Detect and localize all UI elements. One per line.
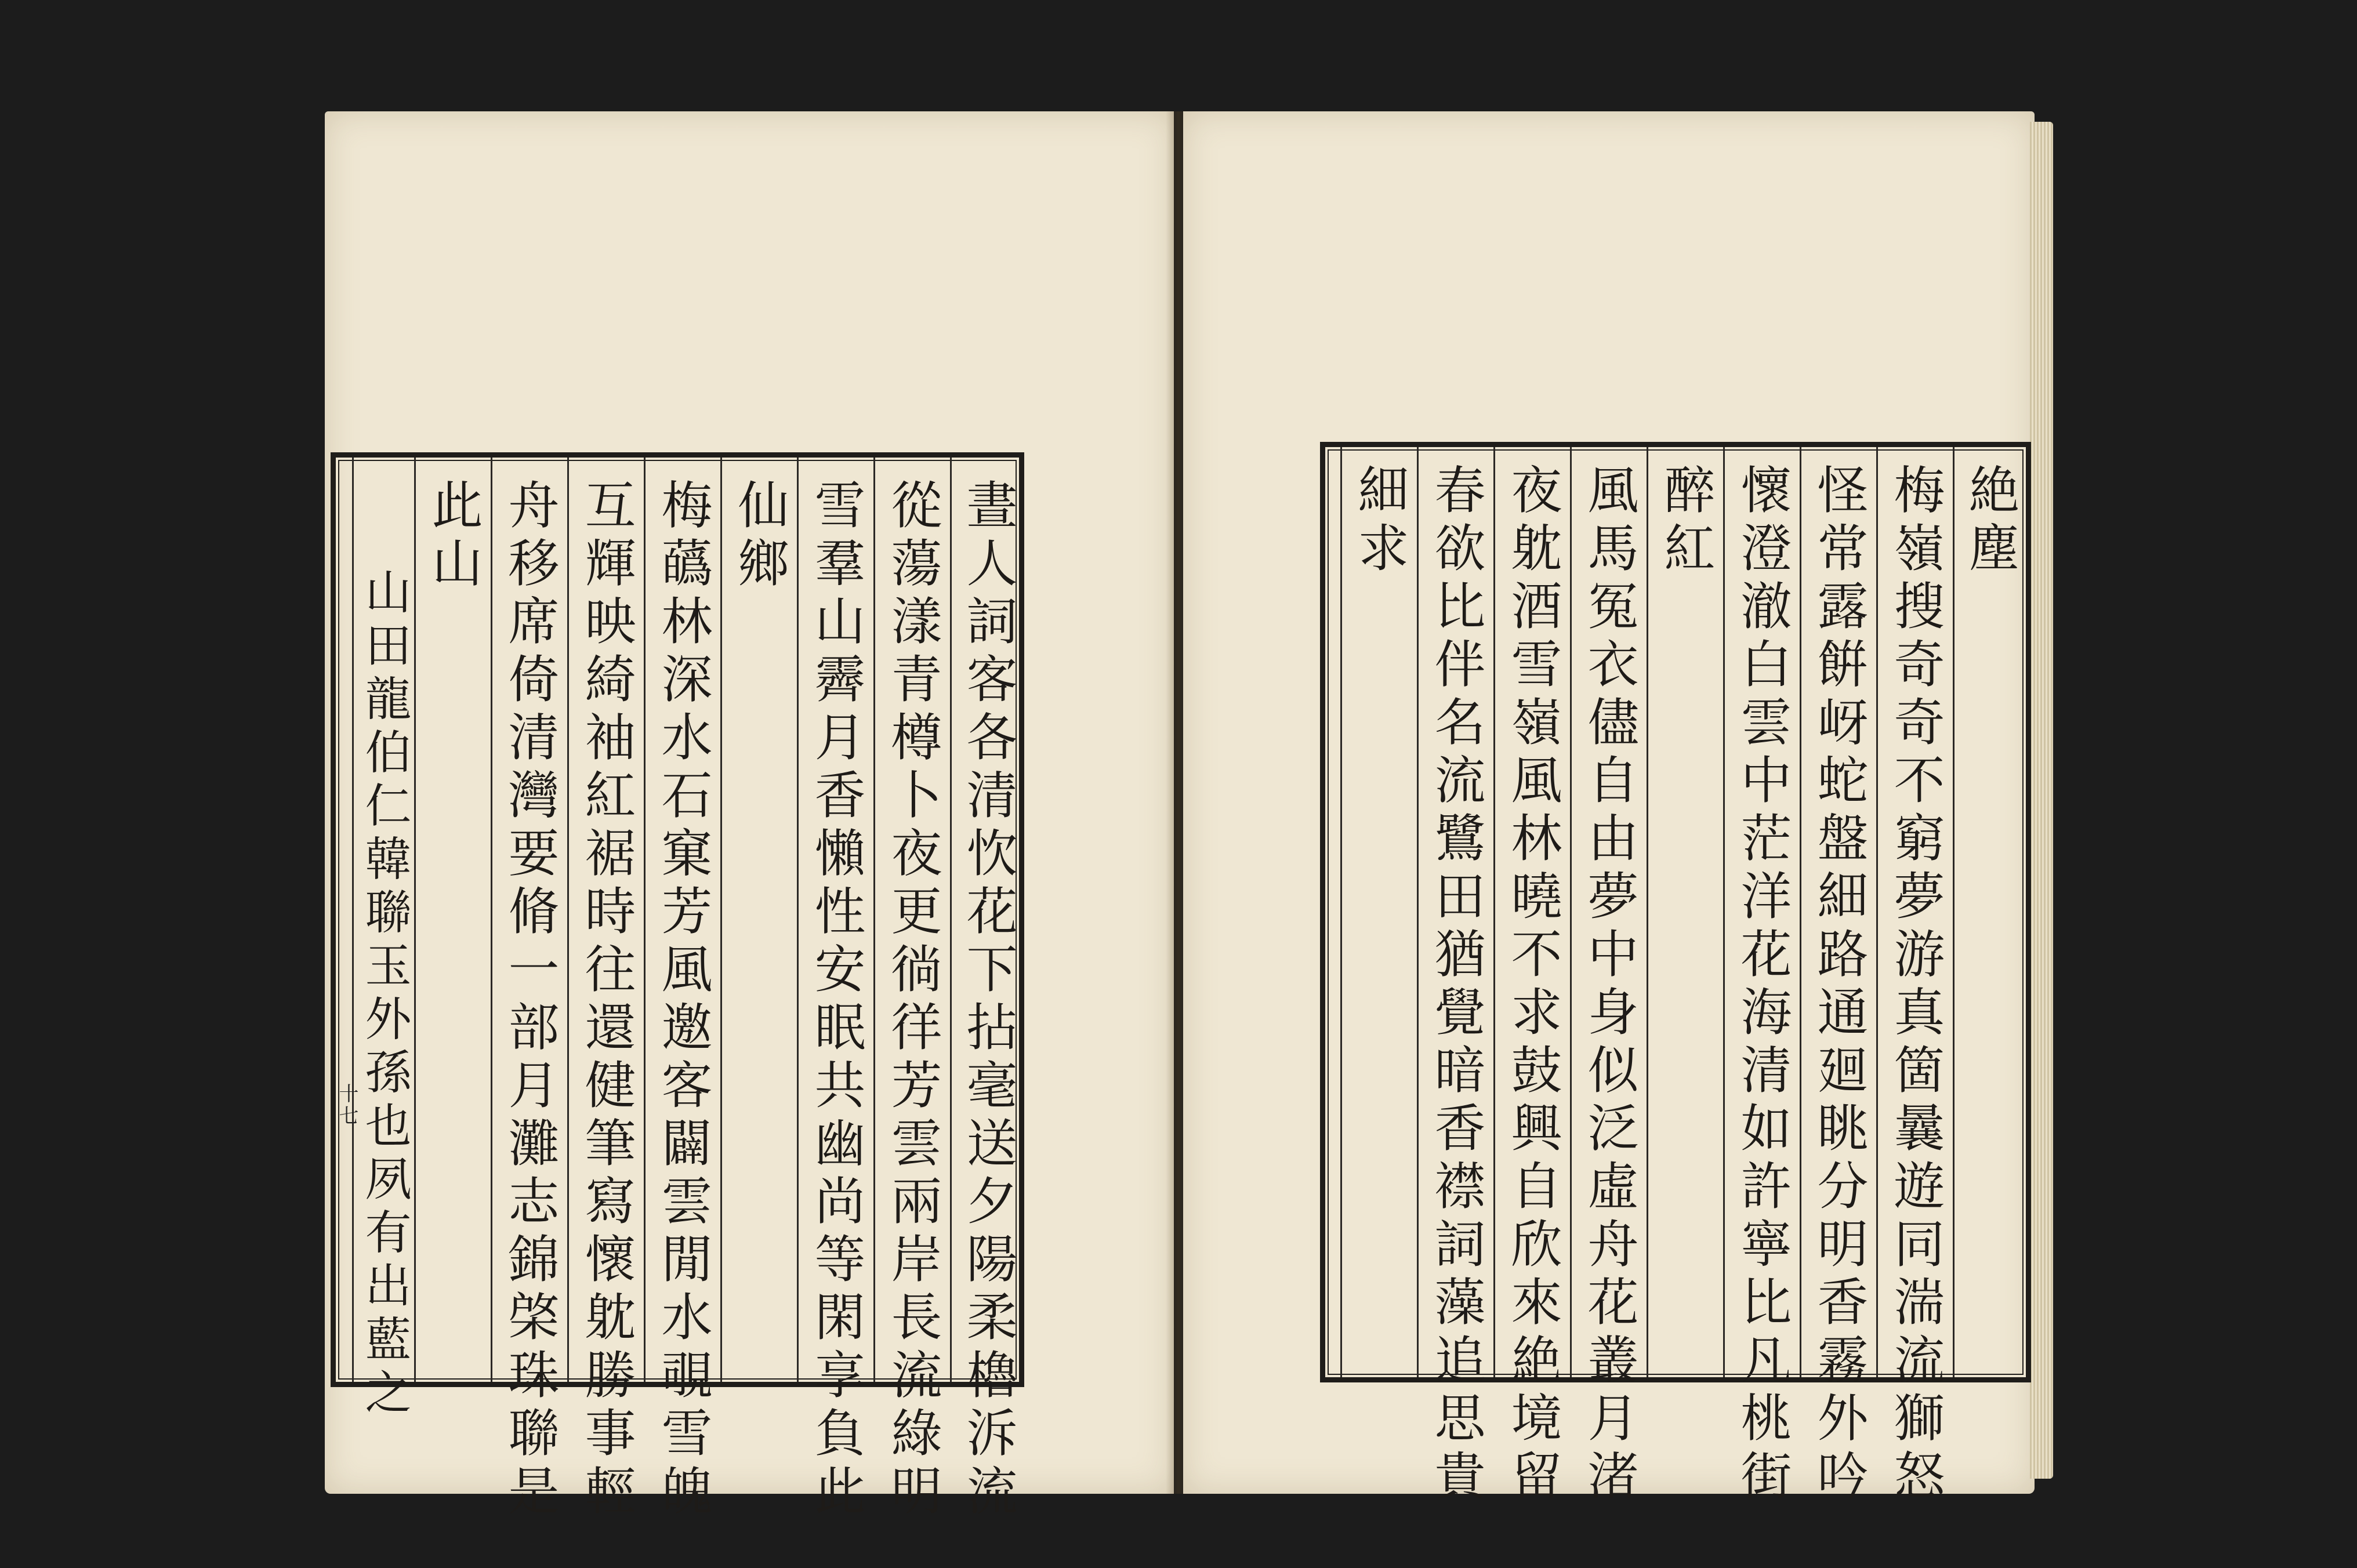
- page-edges: [2030, 122, 2053, 1479]
- column-text: 怪常露餠岈蛇盤細路通廻眺分明香霧外吟: [1809, 463, 1869, 1507]
- column-text: 山田龍伯仁韓聯玉外孫也夙有出藍之: [357, 568, 411, 1421]
- column-text: 細求: [1350, 463, 1410, 579]
- right-column-4: [1723, 447, 1800, 1507]
- left-column-6: [567, 458, 644, 1522]
- left-column-2: [873, 458, 950, 1522]
- column-text: 從蕩漾青樽卜夜更徜徉芳雲兩岸長流綠明: [883, 478, 943, 1522]
- right-column-1: [1953, 447, 2026, 1377]
- folio-number: 十七: [335, 1083, 358, 1127]
- column-text: 夜躭酒雪嶺風林曉不求鼓興自欣來絶境留: [1503, 463, 1563, 1507]
- column-text: 互輝映綺袖紅裾時往還健筆寫懷躭勝事輕: [576, 478, 637, 1522]
- column-text: 梅蘤林深水石窠芳風邀客闢雲閒水覗雪魄: [653, 478, 713, 1522]
- left-column-5: [644, 458, 720, 1522]
- column-text: 雪羣山霽月香懶性安眠共幽尚等閑享負此: [806, 478, 866, 1522]
- column-text: 醉紅: [1656, 463, 1716, 579]
- left-column-7: [491, 458, 567, 1522]
- right-column-5: [1647, 447, 1723, 1377]
- left-column-8: [414, 458, 491, 1382]
- left-column-4: [720, 458, 797, 1382]
- column-text: 仙鄉: [730, 478, 790, 594]
- right-column-6: [1570, 447, 1647, 1507]
- column-text: 絶塵: [1960, 463, 2021, 579]
- left-column-9: [352, 458, 414, 1421]
- column-text: 此山: [423, 478, 484, 594]
- column-text: 風馬冤衣儘自由夢中身似泛虛舟花叢月渚: [1579, 463, 1640, 1507]
- right-column-8: [1417, 447, 1493, 1507]
- page-edge-mark: [2028, 450, 2038, 463]
- left-column-1: [950, 458, 1024, 1522]
- right-column-7: [1493, 447, 1570, 1507]
- column-text: 春欲比伴名流鷺田猶覺暗香襟詞藻追思貴: [1426, 463, 1486, 1507]
- column-text: 晝人詞客各清忺花下拈毫送夕陽柔櫓泝流: [958, 478, 1018, 1522]
- column-text: 梅嶺搜奇奇不窮夢游真箇曩遊同湍流獅怒: [1885, 463, 1946, 1507]
- right-column-2: [1876, 447, 1953, 1507]
- right-column-3: [1800, 447, 1876, 1507]
- left-column-3: [797, 458, 873, 1522]
- right-column-9: [1340, 447, 1417, 1377]
- right-text-frame: [1320, 442, 2031, 1507]
- left-text-frame: [331, 452, 1024, 1522]
- column-text: 舟移席倚清灣要脩一部月灘志錦棨珠聯是: [500, 478, 560, 1522]
- column-text: 懷澄澈白雲中茫洋花海清如許寧比凡桃街: [1732, 463, 1793, 1507]
